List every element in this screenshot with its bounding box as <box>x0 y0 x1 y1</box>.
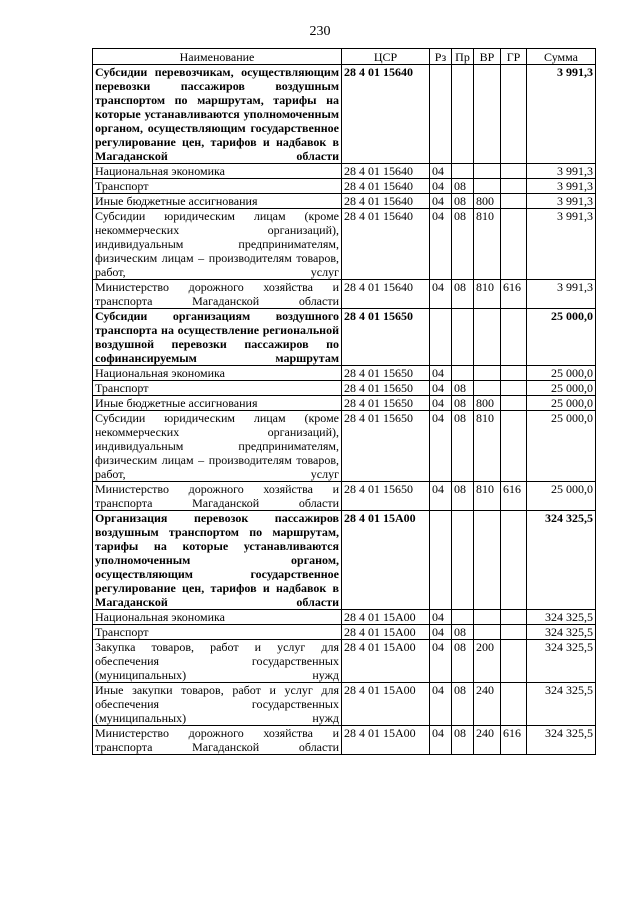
header-pr: Пр <box>452 49 474 65</box>
cell-csr: 28 4 01 15А00 <box>342 625 430 640</box>
cell-pr: 08 <box>452 194 474 209</box>
cell-rz: 04 <box>430 683 452 726</box>
cell-pr <box>452 309 474 366</box>
cell-name: Национальная экономика <box>93 366 342 381</box>
header-rz: Рз <box>430 49 452 65</box>
cell-vr <box>474 511 501 610</box>
cell-gr <box>501 179 527 194</box>
cell-gr <box>501 683 527 726</box>
cell-pr <box>452 366 474 381</box>
cell-csr: 28 4 01 15650 <box>342 366 430 381</box>
cell-sum: 25 000,0 <box>527 411 596 482</box>
cell-sum: 3 991,3 <box>527 164 596 179</box>
cell-sum: 3 991,3 <box>527 65 596 164</box>
cell-csr: 28 4 01 15А00 <box>342 640 430 683</box>
cell-rz: 04 <box>430 366 452 381</box>
cell-name: Субсидии юридическим лицам (кроме некоммерческих организаций), индивидуальным предпринимателям, физическим лицам – производителям товаров, работ, услуг <box>93 411 342 482</box>
cell-pr: 08 <box>452 209 474 280</box>
cell-rz: 04 <box>430 396 452 411</box>
cell-pr: 08 <box>452 381 474 396</box>
cell-csr: 28 4 01 15640 <box>342 164 430 179</box>
cell-rz <box>430 511 452 610</box>
cell-pr: 08 <box>452 179 474 194</box>
table-row <box>93 164 596 179</box>
cell-vr: 200 <box>474 640 501 683</box>
table-row <box>93 309 596 366</box>
header-sum: Сумма <box>527 49 596 65</box>
cell-sum: 3 991,3 <box>527 179 596 194</box>
cell-sum: 324 325,5 <box>527 726 596 755</box>
table-row <box>93 683 596 726</box>
cell-pr: 08 <box>452 683 474 726</box>
cell-vr <box>474 366 501 381</box>
cell-name: Закупка товаров, работ и услуг для обеспечения государственных (муниципальных) нужд <box>93 640 342 683</box>
header-gr: ГР <box>501 49 527 65</box>
cell-rz: 04 <box>430 640 452 683</box>
cell-name: Министерство дорожного хозяйства и транспорта Магаданской области <box>93 280 342 309</box>
table-row <box>93 209 596 280</box>
header-csr: ЦСР <box>342 49 430 65</box>
cell-rz: 04 <box>430 482 452 511</box>
cell-vr <box>474 309 501 366</box>
cell-pr: 08 <box>452 640 474 683</box>
cell-name: Транспорт <box>93 381 342 396</box>
cell-sum: 25 000,0 <box>527 381 596 396</box>
table-row <box>93 179 596 194</box>
cell-vr <box>474 381 501 396</box>
cell-csr: 28 4 01 15640 <box>342 179 430 194</box>
cell-csr: 28 4 01 15650 <box>342 482 430 511</box>
cell-vr <box>474 164 501 179</box>
cell-gr <box>501 411 527 482</box>
cell-pr: 08 <box>452 411 474 482</box>
table-row <box>93 65 596 164</box>
cell-vr: 810 <box>474 280 501 309</box>
cell-vr <box>474 610 501 625</box>
cell-rz: 04 <box>430 164 452 179</box>
table-row <box>93 726 596 755</box>
cell-gr <box>501 511 527 610</box>
table-row <box>93 280 596 309</box>
cell-pr: 08 <box>452 280 474 309</box>
cell-gr: 616 <box>501 726 527 755</box>
cell-sum: 25 000,0 <box>527 366 596 381</box>
cell-gr <box>501 640 527 683</box>
cell-rz: 04 <box>430 411 452 482</box>
table-row <box>93 610 596 625</box>
cell-vr: 810 <box>474 209 501 280</box>
cell-name: Национальная экономика <box>93 164 342 179</box>
cell-csr: 28 4 01 15650 <box>342 396 430 411</box>
table-row <box>93 381 596 396</box>
cell-gr <box>501 309 527 366</box>
cell-csr: 28 4 01 15640 <box>342 209 430 280</box>
cell-rz <box>430 309 452 366</box>
cell-name: Иные закупки товаров, работ и услуг для обеспечения государственных (муниципальных) нужд <box>93 683 342 726</box>
cell-sum: 25 000,0 <box>527 309 596 366</box>
cell-name: Субсидии юридическим лицам (кроме некоммерческих организаций), индивидуальным предпринимателям, физическим лицам – производителям товаров, работ, услуг <box>93 209 342 280</box>
cell-gr <box>501 164 527 179</box>
budget-table <box>92 48 596 755</box>
cell-pr <box>452 511 474 610</box>
cell-rz: 04 <box>430 381 452 396</box>
cell-gr <box>501 194 527 209</box>
cell-csr: 28 4 01 15640 <box>342 194 430 209</box>
table-header-row <box>93 49 596 65</box>
cell-csr: 28 4 01 15650 <box>342 411 430 482</box>
cell-rz: 04 <box>430 209 452 280</box>
cell-vr <box>474 625 501 640</box>
table-row <box>93 625 596 640</box>
cell-sum: 324 325,5 <box>527 511 596 610</box>
cell-pr: 08 <box>452 726 474 755</box>
cell-pr: 08 <box>452 625 474 640</box>
cell-sum: 3 991,3 <box>527 194 596 209</box>
cell-rz: 04 <box>430 625 452 640</box>
cell-csr: 28 4 01 15650 <box>342 309 430 366</box>
table-row <box>93 482 596 511</box>
cell-sum: 324 325,5 <box>527 683 596 726</box>
cell-name: Иные бюджетные ассигнования <box>93 194 342 209</box>
table-row <box>93 396 596 411</box>
cell-vr: 800 <box>474 194 501 209</box>
cell-gr <box>501 366 527 381</box>
cell-name: Транспорт <box>93 625 342 640</box>
cell-pr <box>452 65 474 164</box>
cell-pr: 08 <box>452 482 474 511</box>
cell-rz: 04 <box>430 179 452 194</box>
cell-sum: 324 325,5 <box>527 625 596 640</box>
cell-gr: 616 <box>501 482 527 511</box>
cell-csr: 28 4 01 15А00 <box>342 610 430 625</box>
cell-sum: 25 000,0 <box>527 396 596 411</box>
cell-rz <box>430 65 452 164</box>
cell-rz: 04 <box>430 726 452 755</box>
cell-sum: 3 991,3 <box>527 209 596 280</box>
cell-sum: 3 991,3 <box>527 280 596 309</box>
table-row <box>93 640 596 683</box>
cell-csr: 28 4 01 15650 <box>342 381 430 396</box>
cell-vr: 800 <box>474 396 501 411</box>
cell-csr: 28 4 01 15640 <box>342 65 430 164</box>
header-vr: ВР <box>474 49 501 65</box>
cell-csr: 28 4 01 15640 <box>342 280 430 309</box>
cell-name: Министерство дорожного хозяйства и транспорта Магаданской области <box>93 482 342 511</box>
cell-name: Министерство дорожного хозяйства и транспорта Магаданской области <box>93 726 342 755</box>
cell-name: Иные бюджетные ассигнования <box>93 396 342 411</box>
cell-pr <box>452 164 474 179</box>
cell-vr: 810 <box>474 482 501 511</box>
cell-gr <box>501 65 527 164</box>
cell-csr: 28 4 01 15А00 <box>342 726 430 755</box>
cell-gr <box>501 381 527 396</box>
table-body <box>93 65 596 755</box>
cell-pr: 08 <box>452 396 474 411</box>
cell-vr <box>474 65 501 164</box>
table-row <box>93 411 596 482</box>
table-row <box>93 194 596 209</box>
cell-vr: 810 <box>474 411 501 482</box>
cell-rz: 04 <box>430 610 452 625</box>
page-number: 230 <box>309 24 331 39</box>
cell-gr <box>501 610 527 625</box>
cell-name: Национальная экономика <box>93 610 342 625</box>
cell-pr <box>452 610 474 625</box>
cell-gr <box>501 625 527 640</box>
cell-sum: 324 325,5 <box>527 610 596 625</box>
cell-csr: 28 4 01 15А00 <box>342 511 430 610</box>
cell-sum: 25 000,0 <box>527 482 596 511</box>
cell-name: Субсидии организациям воздушного транспорта на осуществление региональной воздушной перевозки пассажиров по софинансируемым маршрутам <box>93 309 342 366</box>
cell-vr <box>474 179 501 194</box>
cell-sum: 324 325,5 <box>527 640 596 683</box>
cell-rz: 04 <box>430 280 452 309</box>
cell-gr <box>501 396 527 411</box>
table-row <box>93 511 596 610</box>
cell-vr: 240 <box>474 683 501 726</box>
cell-name: Транспорт <box>93 179 342 194</box>
cell-gr: 616 <box>501 280 527 309</box>
header-name: Наименование <box>93 49 342 65</box>
cell-vr: 240 <box>474 726 501 755</box>
cell-gr <box>501 209 527 280</box>
cell-csr: 28 4 01 15А00 <box>342 683 430 726</box>
cell-name: Субсидии перевозчикам, осуществляющим перевозки пассажиров воздушным транспортом по маршрутам, тарифы на которые устанавливаются уполномоченным органом, осуществляющим государственное регулирование цен, тарифов и надбавок в Магаданской области <box>93 65 342 164</box>
cell-name: Организация перевозок пассажиров воздушным транспортом по маршрутам, тарифы на которые устанавливаются уполномоченным органом, осуществляющим государственное регулирование цен, тарифов и надбавок в Магаданской области <box>93 511 342 610</box>
table-row <box>93 366 596 381</box>
cell-rz: 04 <box>430 194 452 209</box>
